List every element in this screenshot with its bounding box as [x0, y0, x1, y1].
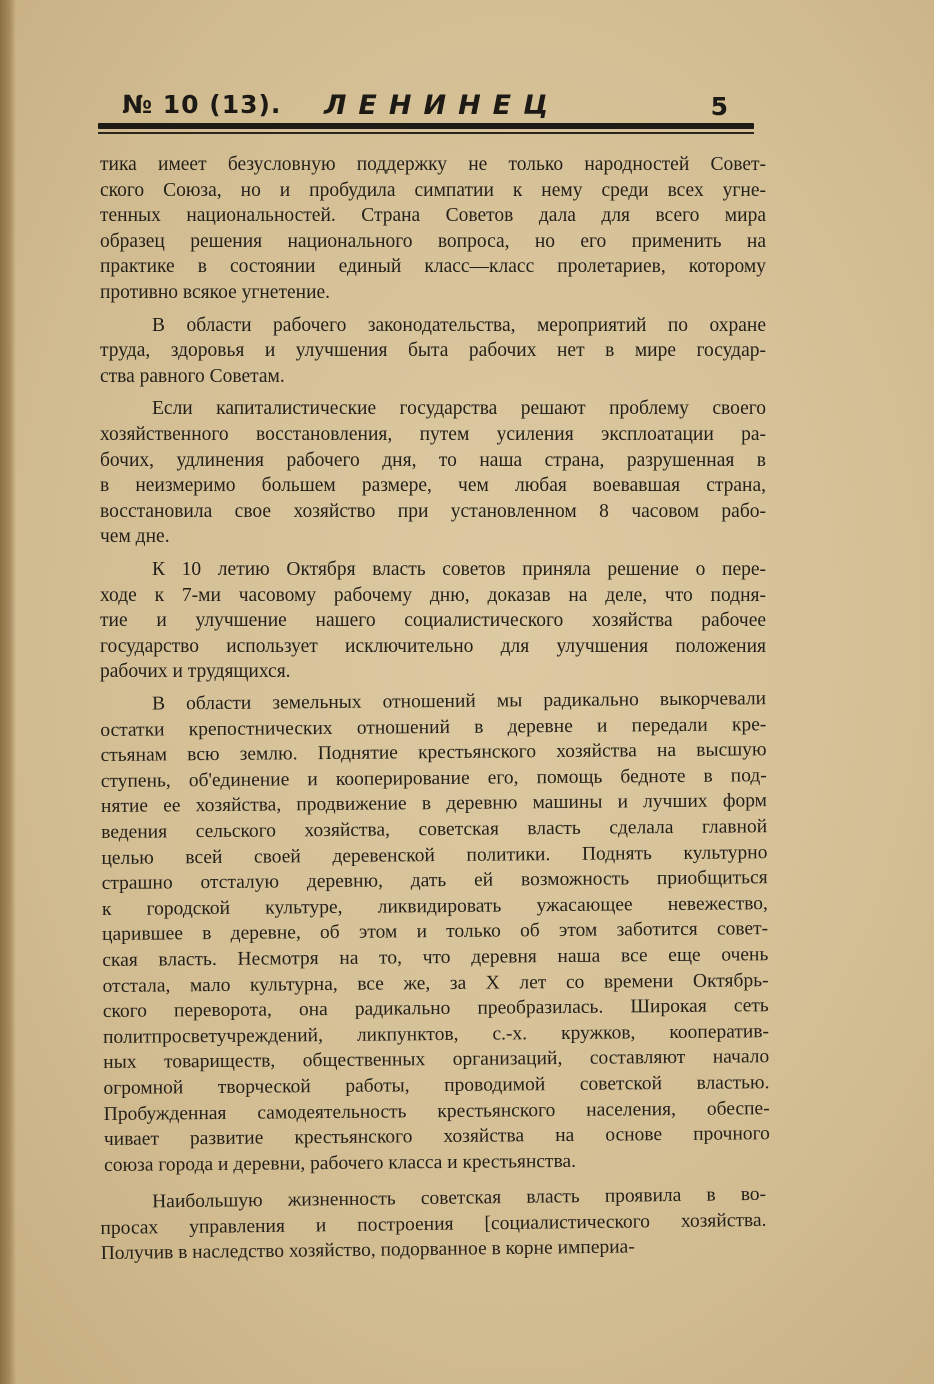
- text-line: чем дне.: [100, 526, 170, 548]
- header-rule-thin: [98, 132, 754, 134]
- header-rule: [98, 123, 754, 129]
- text-line: ства равного Советам.: [100, 365, 285, 387]
- paragraph: [100, 313, 766, 390]
- text-line: тика имеет безусловную поддержку не только народностей Совет-: [100, 154, 766, 175]
- text-line: страшно отсталую деревню, дать ей возможность приобщиться: [101, 867, 768, 895]
- text-line: огромной творческой работы, проводимой советской властью.: [103, 1071, 770, 1099]
- page-header: [98, 86, 754, 122]
- text-line: Получив в наследство хозяйство, подорванное в корне империа-: [100, 1236, 635, 1265]
- text-line: труда, здоровья и улучшения быта рабочих нет в мире государ-: [100, 340, 766, 362]
- text-line: стьянам всю землю. Поднятие крестьянского хозяйства на высшую: [100, 739, 767, 767]
- text-line: к городской культуре, ликвидировать ужасающее невежество,: [101, 892, 768, 920]
- text-line: ского переворота, она радикально преобразилась. Широкая сеть: [102, 995, 769, 1022]
- text-line: ская власть. Несмотря на то, что деревня наша все еще очень: [102, 943, 769, 971]
- text-line: в неизмеримо большем размере, чем любая воевавшая страна,: [100, 475, 766, 497]
- text-line: восстановила свое хозяйство при установленном 8 часовом рабо-: [100, 500, 766, 522]
- text-line: отстала, мало культурна, все же, за X лет со времени Октябрь-: [102, 969, 769, 997]
- article-body: [100, 152, 770, 1274]
- text-line: просах управления и построения [социалистического хозяйства.: [100, 1209, 767, 1239]
- text-line: ступень, об'единение и кооперирование его, помощь бедноте в под-: [100, 764, 767, 792]
- text-line: образец решения национального вопроса, но его применить на: [100, 230, 766, 252]
- text-line: союза города и деревни, рабочего класса и крестьянства.: [104, 1150, 577, 1176]
- text-line: практике в состоянии единый класс—класс пролетариев, которому: [100, 256, 766, 278]
- text-line: В области рабочего законодательства, мероприятий по охране: [152, 314, 766, 336]
- text-line: В области земельных отношений мы радикально выкорчевали: [152, 688, 767, 715]
- issue-number: № 10 (13).: [122, 90, 282, 119]
- text-line: хозяйственного восстановления, путем усиления эксплоатации ра-: [100, 423, 766, 445]
- text-line: рабочих и трудящихся.: [100, 661, 291, 683]
- page-edge-shadow: [0, 0, 16, 1384]
- paragraph: [100, 686, 770, 1178]
- text-line: целью всей своей деревенской политики. Поднять культурно: [101, 841, 768, 869]
- text-line: ходе к 7-ми часовому рабочему дню, доказав на деле, что подня-: [100, 584, 766, 606]
- text-line: нятие ее хозяйства, продвижение в деревню машины и лучших форм: [100, 790, 768, 818]
- text-line: остатки крепостнических отношений в деревне и передали кре-: [100, 713, 767, 741]
- paragraph: [100, 1182, 767, 1267]
- paragraph: [100, 152, 766, 306]
- text-line: ведения сельского хозяйства, советская власть сделала главной: [101, 816, 768, 843]
- text-line: тенных национальностей. Страна Советов дала для всего мира: [100, 205, 766, 227]
- text-line: ных товариществ, общественных организаций, составляют начало: [103, 1046, 770, 1074]
- text-line: государство использует исключительно для улучшения положения: [100, 635, 766, 657]
- paragraph: [100, 396, 766, 550]
- paragraph: [100, 557, 766, 685]
- text-line: Наибольшую жизненность советская власть проявила в во-: [152, 1184, 767, 1213]
- page-number: 5: [710, 92, 728, 121]
- text-line: противно всякое угнетение.: [100, 281, 331, 303]
- text-line: К 10 летию Октября власть советов приняла решение о пере-: [152, 558, 766, 580]
- text-line: тие и улучшение нашего социалистического хозяйства рабочее: [100, 610, 766, 632]
- text-line: ского Союза, но и пробудила симпатии к нему среди всех угне-: [100, 179, 766, 201]
- journal-title: ЛЕНИНЕЦ: [324, 90, 561, 121]
- text-line: политпросветучреждений, ликпунктов, с.-х. кружков, кооператив-: [102, 1020, 770, 1048]
- text-line: Пробужденная самодеятельность крестьянского населения, обеспе-: [103, 1097, 770, 1125]
- text-line: бочих, удлинения рабочего дня, то наша страна, разрушенная в: [100, 449, 766, 471]
- text-line: царившее в деревне, об этом и только об этом заботится совет-: [102, 918, 769, 946]
- text-line: чивает развитие крестьянского хозяйства на основе прочного: [103, 1123, 770, 1150]
- text-line: Если капиталистические государства решают проблему своего: [152, 398, 766, 420]
